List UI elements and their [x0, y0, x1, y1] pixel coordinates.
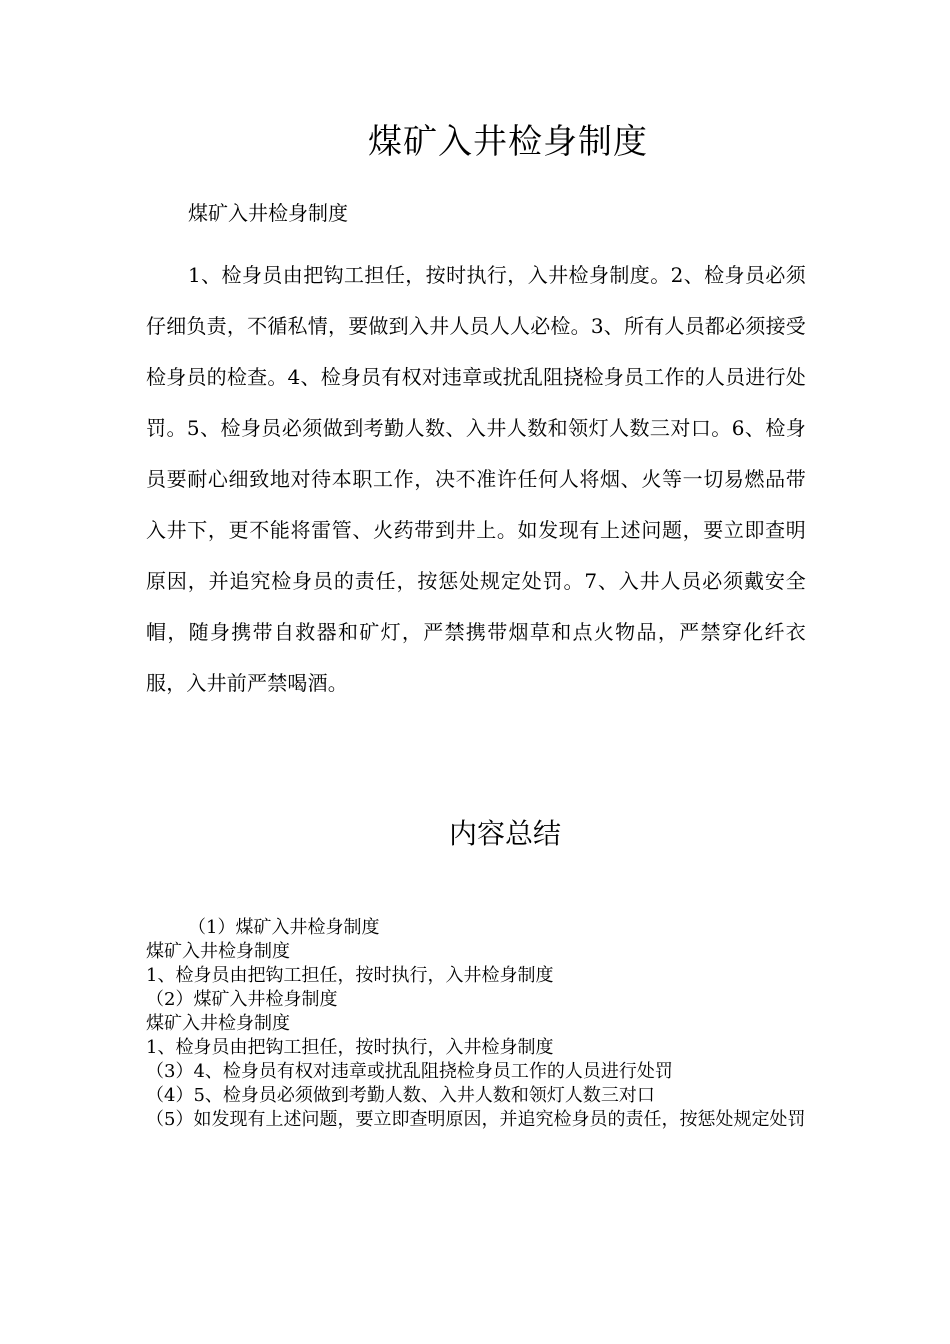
document-body: 1、检身员由把钩工担任，按时执行，入井检身制度。2、检身员必须仔细负责，不循私情，要做到入井人员人人必检。3、所有人员都必须接受检身员的检查。4、检身员有权对违章或扰乱阻挠检身员工作的人员进行处罚。5、检身员必须做到考勤人数、入井人数和领灯人数三对口。6、检身员要耐心细致地对待本职工作，决不准许任何人将烟、火等一切易燃品带入井下，更不能将雷管、火药带到井上。如发现有上述问题，要立即查明原因，并追究检身员的责任，按惩处规定处罚。7、入井人员必须戴安全帽，随身携带自救器和矿灯，严禁携带烟草和点火物品，严禁穿化纤衣服，入井前严禁喝酒。 [146, 263, 806, 695]
summary-title: 内容总结 [448, 817, 561, 850]
summary-line-5: 煤矿入井检身制度 [146, 1013, 290, 1034]
summary-line-1: （1）煤矿入井检身制度 [188, 917, 380, 938]
summary-list [146, 916, 806, 1132]
summary-line-7: （3）4、检身员有权对违章或扰乱阻挠检身员工作的人员进行处罚 [146, 1061, 673, 1082]
summary-line-2: 煤矿入井检身制度 [146, 941, 290, 962]
summary-line-3: 1、检身员由把钩工担任，按时执行，入井检身制度 [146, 965, 554, 986]
summary-line-4: （2）煤矿入井检身制度 [146, 989, 338, 1010]
summary-line-9: （5）如发现有上述问题，要立即查明原因，并追究检身员的责任，按惩处规定处罚 [146, 1109, 806, 1130]
summary-line-6: 1、检身员由把钩工担任，按时执行，入井检身制度 [146, 1037, 554, 1058]
document-title: 煤矿入井检身制度 [368, 122, 648, 162]
summary-line-8: （4）5、检身员必须做到考勤人数、入井人数和领灯人数三对口 [146, 1085, 655, 1106]
document-subtitle: 煤矿入井检身制度 [188, 201, 348, 225]
